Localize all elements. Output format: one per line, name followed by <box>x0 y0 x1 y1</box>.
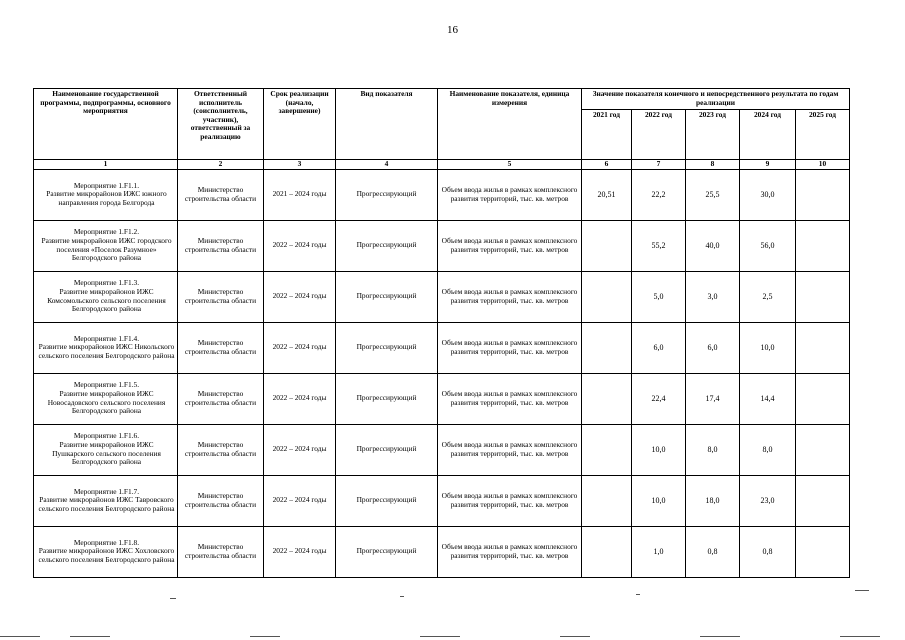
table-row <box>34 220 850 271</box>
value-2022: 55,2 <box>632 220 686 271</box>
value-2022: 10,0 <box>632 475 686 526</box>
measure-description: Развитие микрорайонов ИЖС Комсомольского сельского поселения Белгородского района <box>47 287 166 314</box>
header-year: 2021 год <box>582 110 632 160</box>
value-2025 <box>796 526 850 577</box>
measure-title: Мероприятие 1.F1.6. <box>73 431 140 441</box>
header-values-group: Значение показателя конечного и непосредственного результата по годам реализации <box>582 89 850 110</box>
period-cell: 2022 – 2024 годы <box>264 271 336 322</box>
measure-description: Развитие микрорайонов ИЖС Хохловского сельского поселения Белгородского района <box>38 546 175 564</box>
header-program: Наименование государственной программы, подпрограммы, основного мероприятия <box>34 89 178 160</box>
value-2025 <box>796 322 850 373</box>
responsible-cell: Министерство строительства области <box>178 169 264 220</box>
value-2025 <box>796 424 850 475</box>
column-number: 6 <box>582 160 632 170</box>
period-cell: 2022 – 2024 годы <box>264 373 336 424</box>
table-row <box>34 322 850 373</box>
value-2023: 17,4 <box>686 373 740 424</box>
column-number-row <box>34 160 850 170</box>
indicator-type-cell: Прогрессирующий <box>336 424 438 475</box>
period-cell: 2022 – 2024 годы <box>264 220 336 271</box>
value-2024: 23,0 <box>740 475 796 526</box>
table-row <box>34 526 850 577</box>
value-2024: 10,0 <box>740 322 796 373</box>
measure-description: Развитие микрорайонов ИЖС южного направления города Белгорода <box>46 189 167 207</box>
measure-title: Мероприятие 1.F1.4. <box>73 333 140 343</box>
program-cell <box>34 424 178 475</box>
header-indicator-type: Вид показателя <box>336 89 438 160</box>
measure-description: Развитие микрорайонов ИЖС Тавровского сельского поселения Белгородского района <box>38 495 175 513</box>
measure-title: Мероприятие 1.F1.2. <box>73 227 140 237</box>
program-cell <box>34 475 178 526</box>
responsible-cell: Министерство строительства области <box>178 475 264 526</box>
value-2021: 20,51 <box>582 169 632 220</box>
value-2021 <box>582 424 632 475</box>
period-cell: 2022 – 2024 годы <box>264 526 336 577</box>
table-row <box>34 424 850 475</box>
column-number: 8 <box>686 160 740 170</box>
program-cell <box>34 373 178 424</box>
value-2021 <box>582 526 632 577</box>
responsible-cell: Министерство строительства области <box>178 322 264 373</box>
measure-description: Развитие микрорайонов ИЖС Пушкарского сельского поселения Белгородского района <box>52 440 161 467</box>
value-2023: 3,0 <box>686 271 740 322</box>
program-cell <box>34 526 178 577</box>
indicator-type-cell: Прогрессирующий <box>336 373 438 424</box>
responsible-cell: Министерство строительства области <box>178 373 264 424</box>
value-2024: 0,8 <box>740 526 796 577</box>
table-row <box>34 169 850 220</box>
value-2025 <box>796 220 850 271</box>
indicator-name-cell: Объем ввода жилья в рамках комплексного развития территорий, тыс. кв. метров <box>438 526 582 577</box>
measure-title: Мероприятие 1.F1.1. <box>73 180 140 190</box>
program-cell <box>34 271 178 322</box>
value-2023: 0,8 <box>686 526 740 577</box>
column-number: 3 <box>264 160 336 170</box>
table-row <box>34 373 850 424</box>
value-2025 <box>796 271 850 322</box>
value-2024: 2,5 <box>740 271 796 322</box>
indicator-name-cell: Объем ввода жилья в рамках комплексного развития территорий, тыс. кв. метров <box>438 322 582 373</box>
program-cell <box>34 169 178 220</box>
responsible-cell: Министерство строительства области <box>178 220 264 271</box>
indicator-type-cell: Прогрессирующий <box>336 169 438 220</box>
value-2021 <box>582 373 632 424</box>
value-2024: 8,0 <box>740 424 796 475</box>
value-2021 <box>582 271 632 322</box>
measure-description: Развитие микрорайонов ИЖС городского поселения «Поселок Разумное» Белгородского района <box>41 236 172 263</box>
period-cell: 2022 – 2024 годы <box>264 322 336 373</box>
responsible-cell: Министерство строительства области <box>178 271 264 322</box>
column-number: 4 <box>336 160 438 170</box>
indicator-name-cell: Объем ввода жилья в рамках комплексного развития территорий, тыс. кв. метров <box>438 424 582 475</box>
value-2022: 5,0 <box>632 271 686 322</box>
header-year: 2022 год <box>632 110 686 160</box>
value-2025 <box>796 169 850 220</box>
indicator-table <box>33 88 850 578</box>
value-2023: 40,0 <box>686 220 740 271</box>
value-2022: 22,4 <box>632 373 686 424</box>
value-2021 <box>582 322 632 373</box>
indicator-name-cell: Объем ввода жилья в рамках комплексного развития территорий, тыс. кв. метров <box>438 475 582 526</box>
value-2022: 22,2 <box>632 169 686 220</box>
value-2021 <box>582 475 632 526</box>
program-cell <box>34 220 178 271</box>
value-2025 <box>796 373 850 424</box>
value-2022: 10,0 <box>632 424 686 475</box>
value-2023: 8,0 <box>686 424 740 475</box>
value-2021 <box>582 220 632 271</box>
value-2023: 6,0 <box>686 322 740 373</box>
measure-description: Развитие микрорайонов ИЖС Никольского сельского поселения Белгородского района <box>38 342 175 360</box>
column-number: 10 <box>796 160 850 170</box>
indicator-type-cell: Прогрессирующий <box>336 322 438 373</box>
value-2022: 6,0 <box>632 322 686 373</box>
indicator-type-cell: Прогрессирующий <box>336 526 438 577</box>
column-number: 5 <box>438 160 582 170</box>
value-2025 <box>796 475 850 526</box>
value-2024: 14,4 <box>740 373 796 424</box>
header-year: 2024 год <box>740 110 796 160</box>
column-number: 9 <box>740 160 796 170</box>
value-2024: 56,0 <box>740 220 796 271</box>
value-2022: 1,0 <box>632 526 686 577</box>
column-number: 2 <box>178 160 264 170</box>
indicator-name-cell: Объем ввода жилья в рамках комплексного развития территорий, тыс. кв. метров <box>438 169 582 220</box>
header-year: 2023 год <box>686 110 740 160</box>
value-2023: 25,5 <box>686 169 740 220</box>
measure-title: Мероприятие 1.F1.5. <box>73 380 140 390</box>
measure-title: Мероприятие 1.F1.3. <box>73 278 140 288</box>
header-period: Срок реализации (начало, завершение) <box>264 89 336 160</box>
indicator-type-cell: Прогрессирующий <box>336 475 438 526</box>
table-row <box>34 271 850 322</box>
indicator-name-cell: Объем ввода жилья в рамках комплексного развития территорий, тыс. кв. метров <box>438 271 582 322</box>
header-responsible: Ответственный исполнитель (соисполнитель, участник), ответственный за реализацию <box>178 89 264 160</box>
indicator-type-cell: Прогрессирующий <box>336 271 438 322</box>
indicator-type-cell: Прогрессирующий <box>336 220 438 271</box>
period-cell: 2021 – 2024 годы <box>264 169 336 220</box>
responsible-cell: Министерство строительства области <box>178 526 264 577</box>
indicator-name-cell: Объем ввода жилья в рамках комплексного развития территорий, тыс. кв. метров <box>438 373 582 424</box>
scan-bottom-edge <box>0 590 905 640</box>
indicator-name-cell: Объем ввода жилья в рамках комплексного развития территорий, тыс. кв. метров <box>438 220 582 271</box>
measure-title: Мероприятие 1.F1.7. <box>73 486 140 496</box>
program-cell <box>34 322 178 373</box>
column-number: 1 <box>34 160 178 170</box>
table-row <box>34 475 850 526</box>
value-2024: 30,0 <box>740 169 796 220</box>
column-number: 7 <box>632 160 686 170</box>
value-2023: 18,0 <box>686 475 740 526</box>
header-year: 2025 год <box>796 110 850 160</box>
measure-description: Развитие микрорайонов ИЖС Новосадовского сельского поселения Белгородского района <box>47 389 166 416</box>
period-cell: 2022 – 2024 годы <box>264 475 336 526</box>
measure-title: Мероприятие 1.F1.8. <box>73 537 140 547</box>
responsible-cell: Министерство строительства области <box>178 424 264 475</box>
period-cell: 2022 – 2024 годы <box>264 424 336 475</box>
header-indicator-name: Наименование показателя, единица измерения <box>438 89 582 160</box>
page-number: 16 <box>447 24 458 36</box>
